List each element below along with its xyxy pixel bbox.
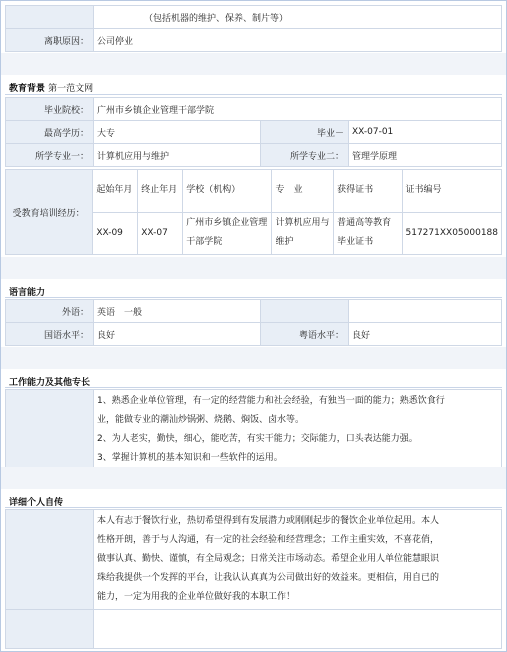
spacer-band <box>1 257 506 279</box>
degree-label: 最高学历： <box>6 121 94 144</box>
training-start: XX-09 <box>93 212 138 255</box>
training-header-cert-number: 证书编号 <box>402 170 502 213</box>
blank-label-cell <box>6 390 94 471</box>
section-underline <box>5 297 502 298</box>
training-header-certificate: 获得证书 <box>334 170 402 213</box>
training-header-end: 终止年月 <box>138 170 183 213</box>
section-underline <box>5 387 502 388</box>
language-section-title: 语言能力 <box>9 288 46 298</box>
training-school: 广州市乡镇企业管理干部学院 <box>183 212 272 255</box>
education-title-text: 教育背景 <box>9 84 46 94</box>
school-value: 广州市乡镇企业管理干部学院 <box>94 98 502 121</box>
language-table <box>5 299 502 346</box>
blank-label-cell <box>6 510 94 610</box>
degree-value: 大专 <box>94 121 261 144</box>
blank-label-cell <box>261 300 349 323</box>
self-eval-line: 本人有志于餐饮行业，热切希望得到有发展潜力或刚刚起步的餐饮企业单位起用。本人 <box>97 516 440 526</box>
cantonese-value: 良好 <box>349 323 502 346</box>
training-label: 受教育培训经历： <box>6 170 93 255</box>
self-eval-text <box>94 510 502 610</box>
spacer-band <box>1 347 506 369</box>
education-title-subtitle: 第一范文网 <box>48 84 94 94</box>
spacer-band <box>1 467 506 489</box>
education-table <box>5 97 502 167</box>
mandarin-value: 良好 <box>94 323 261 346</box>
self-eval-section-title: 详细个人自传 <box>9 498 64 508</box>
skills-table <box>5 389 502 471</box>
training-header-major: 专 业 <box>272 170 334 213</box>
graduation-label: 毕业－ <box>261 121 349 144</box>
self-eval-table <box>5 509 502 649</box>
training-end: XX-07 <box>138 212 183 255</box>
self-eval-line: 性格开朗，善于与人沟通，有一定的社会经验和经营理念；工作主重实效，不喜花俏， <box>97 535 440 545</box>
foreign-language-label: 外语： <box>6 300 94 323</box>
training-certificate: 普通高等教育毕业证书 <box>334 212 402 255</box>
major2-label: 所学专业二： <box>261 144 349 167</box>
mandarin-label: 国语水平： <box>6 323 94 346</box>
section-underline <box>5 507 502 508</box>
blank-value-cell <box>94 610 502 649</box>
training-major: 计算机应用与维护 <box>272 212 334 255</box>
training-table <box>5 169 502 255</box>
leave-reason-label: 离职原因： <box>6 29 94 52</box>
blank-label-cell <box>6 610 94 649</box>
school-label: 毕业院校： <box>6 98 94 121</box>
graduation-value: XX-07-01 <box>349 121 502 144</box>
major1-value: 计算机应用与维护 <box>94 144 261 167</box>
self-eval-line: 做事认真、勤快、谨慎，有全局观念；日常关注市场动态。希望企业用人单位能慧眼识 <box>97 554 440 564</box>
self-eval-line: 珠给我提供一个发挥的平台，让我认认真真为公司做出好的效益来。更相信，用自已的 <box>97 573 440 583</box>
section-underline <box>5 94 502 95</box>
training-header-school: 学校（机构） <box>183 170 272 213</box>
skills-line: 2、为人老实，勤快，细心，能吃苦，有实干能力；交际能力，口头表达能力强。 <box>97 434 418 444</box>
self-eval-line: 能力，一定为用我的企业单位做好我的本职工作！ <box>97 592 296 602</box>
spacer-band <box>1 53 506 75</box>
training-header-start: 起始年月 <box>93 170 138 213</box>
cantonese-label: 粤语水平： <box>261 323 349 346</box>
skills-text <box>94 390 502 471</box>
skills-line: 业，能做专业的潮汕炒锅粥、烧鹅、焖饭、卤水等。 <box>97 415 305 425</box>
skills-section-title: 工作能力及其他专长 <box>9 378 91 388</box>
skills-line: 1、熟悉企业单位管理，有一定的经营能力和社会经验，有独当一面的能力；熟悉饮食行 <box>97 396 445 406</box>
work-experience-table <box>5 5 502 52</box>
skills-line: 3、掌握计算机的基本知识和一些软件的运用。 <box>97 453 283 463</box>
blank-value-cell <box>349 300 502 323</box>
leave-reason-value: 公司停业 <box>94 29 502 52</box>
blank-label-cell <box>6 6 94 29</box>
training-cert-number: 517271XX05000188 <box>402 212 502 255</box>
major1-label: 所学专业一： <box>6 144 94 167</box>
duty-note: （包括机器的维护、保养、制片等） <box>94 6 502 29</box>
education-section-title <box>9 81 93 94</box>
foreign-language-value: 英语 一般 <box>94 300 261 323</box>
major2-value: 管理学原理 <box>349 144 502 167</box>
